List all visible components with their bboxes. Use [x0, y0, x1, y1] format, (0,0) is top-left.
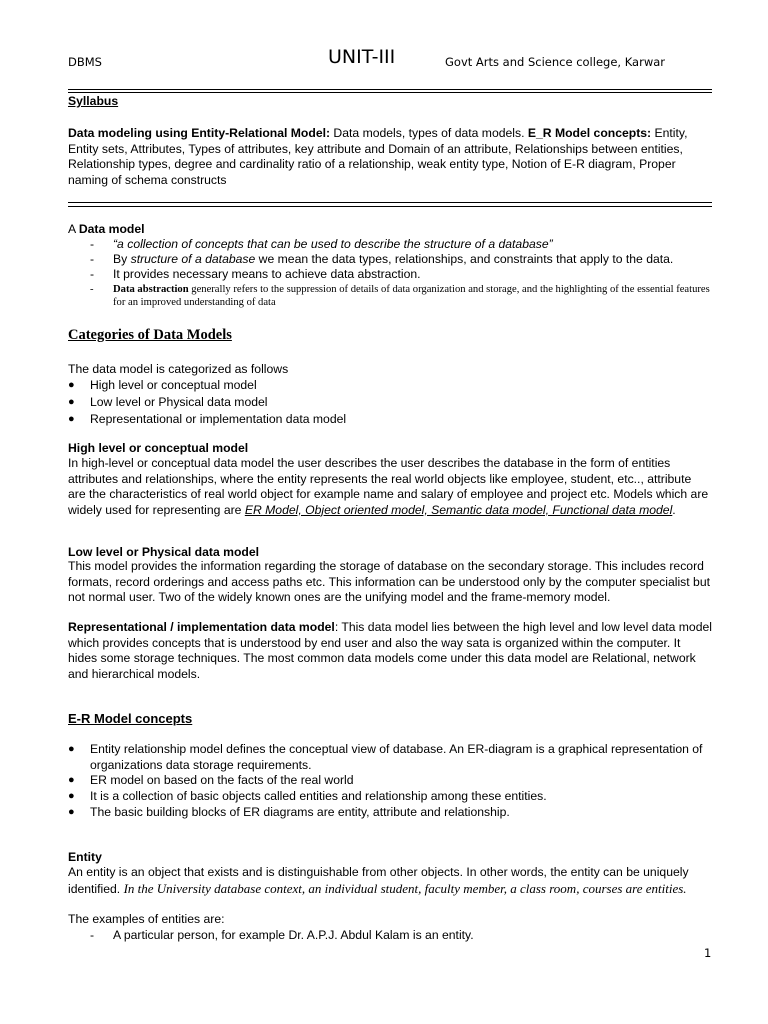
- data-model-title: Data model: [78, 222, 145, 236]
- data-model-item-text: It provides necessary means to achieve data abstraction.: [113, 267, 421, 281]
- dash-marker: -: [90, 237, 95, 251]
- high-level-end: .: [672, 502, 676, 517]
- er-item-text: ER model on based on the facts of the real world: [90, 773, 354, 787]
- syllabus-rule-2: [68, 206, 712, 207]
- data-model-item-text: “a collection of concepts that can be used to describe the structure of a database”: [113, 237, 553, 251]
- header-unit: UNIT-III: [328, 46, 396, 68]
- syllabus-rule-1: [68, 202, 712, 203]
- representational-text: : This data model lies between the high level and low level data model which provides concepts that is understood by end user and also the way sata is organized within the computer. It hides some storage techniques. The most common data models come under this data model are Relational, network and hierarchical models.: [68, 620, 712, 681]
- entity-examples-intro: The examples of entities are:: [68, 912, 225, 926]
- syllabus-title: Syllabus: [68, 94, 119, 108]
- item-emphasis: structure of a database: [130, 252, 256, 266]
- high-level-body: [68, 456, 712, 518]
- bullet-icon: ●: [68, 790, 75, 802]
- data-abstraction-text: generally refers to the suppression of details of data organization and storage, and the highlighting of the essential features for an improved understanding of data: [113, 284, 710, 308]
- data-model-item-text: [113, 283, 710, 309]
- er-item-text: It is a collection of basic objects called entities and relationship among these entities.: [90, 789, 547, 803]
- dash-marker: -: [90, 928, 95, 942]
- syllabus-lead: Data modeling using Entity-Relational Model:: [68, 126, 331, 140]
- dash-marker: -: [90, 267, 95, 281]
- categories-title: Categories of Data Models: [68, 327, 232, 343]
- bullet-icon: ●: [68, 774, 75, 786]
- bullet-icon: ●: [68, 806, 75, 818]
- low-level-title: Low level or Physical data model: [68, 545, 260, 559]
- dash-marker: -: [90, 252, 95, 266]
- low-level-body: This model provides the information regarding the storage of database on the secondary storage. This includes record formats, record orderings and access paths etc. This information can be understood only by the computer specialist but not normal user. Two of the widely known ones are the unifying model and the frame-memory model.: [68, 559, 710, 604]
- categories-intro: The data model is categorized as follows: [68, 362, 289, 376]
- header-rule-2: [68, 92, 712, 93]
- representational-title: Representational / implementation data model: [68, 620, 335, 634]
- data-model-heading: [68, 222, 145, 238]
- high-level-text: In high-level or conceptual data model the user describes the user describes the database in the form of entities attributes and relationships, where the entity represents the real world objects like employee, student, etc.., attribute are the characteristics of real world object for example name and salary of employee and project etc. Models which are widely used for representing are: [68, 456, 709, 517]
- category-item-text: Representational or implementation data model: [90, 412, 347, 426]
- category-item-text: Low level or Physical data model: [90, 395, 268, 409]
- entity-body: [68, 865, 712, 897]
- entity-text: An entity is an object that exists and is distinguishable from other objects. In other words, the entity can be uniquely identified.: [68, 865, 689, 896]
- representational-body: [68, 620, 712, 682]
- syllabus-text-1: Data models, types of data models.: [330, 126, 528, 140]
- er-item-text: Entity relationship model defines the conceptual view of database. An ER-diagram is a graphical representation of organizations data storage requirements.: [90, 742, 703, 772]
- page-number: 1: [704, 946, 712, 960]
- syllabus-er-lead: E_R Model concepts:: [527, 126, 652, 140]
- data-model-item-text: [113, 252, 710, 268]
- entity-title: Entity: [68, 850, 102, 864]
- bullet-icon: ●: [68, 413, 75, 425]
- entity-example-text: A particular person, for example Dr. A.P.J. Abdul Kalam is an entity.: [113, 928, 474, 942]
- header-college: Govt Arts and Science college, Karwar: [445, 55, 665, 69]
- data-model-prefix: A: [68, 222, 79, 236]
- er-model-title: E-R Model concepts: [68, 711, 193, 726]
- dash-marker: -: [90, 284, 94, 295]
- syllabus-text: [68, 126, 712, 188]
- data-abstraction-lead: Data abstraction: [113, 284, 189, 295]
- er-item-text: The basic building blocks of ER diagrams are entity, attribute and relationship.: [90, 805, 510, 819]
- category-item-text: High level or conceptual model: [90, 378, 257, 392]
- bullet-icon: ●: [68, 379, 75, 391]
- bullet-icon: ●: [68, 743, 75, 755]
- bullet-icon: ●: [68, 396, 75, 408]
- header-course: DBMS: [68, 55, 102, 69]
- high-level-models: ER Model, Object oriented model, Semantic data model, Functional data model: [244, 502, 673, 517]
- high-level-title: High level or conceptual model: [68, 441, 249, 455]
- header-rule-1: [68, 89, 712, 90]
- item-post: we mean the data types, relationships, and constraints that apply to the data.: [255, 252, 674, 266]
- item-pre: By: [113, 252, 131, 266]
- entity-italic: In the University database context, an individual student, faculty member, a class room, courses are entities.: [123, 880, 687, 896]
- syllabus-text-2: Entity, Entity sets, Attributes, Types of attributes, key attribute and Domain of an attribute, Relationships between entities, Relationship types, degree and cardinality ratio of a relationship, weak entity type, Notion of E-R diagram, Proper naming of schema constructs: [68, 126, 688, 187]
